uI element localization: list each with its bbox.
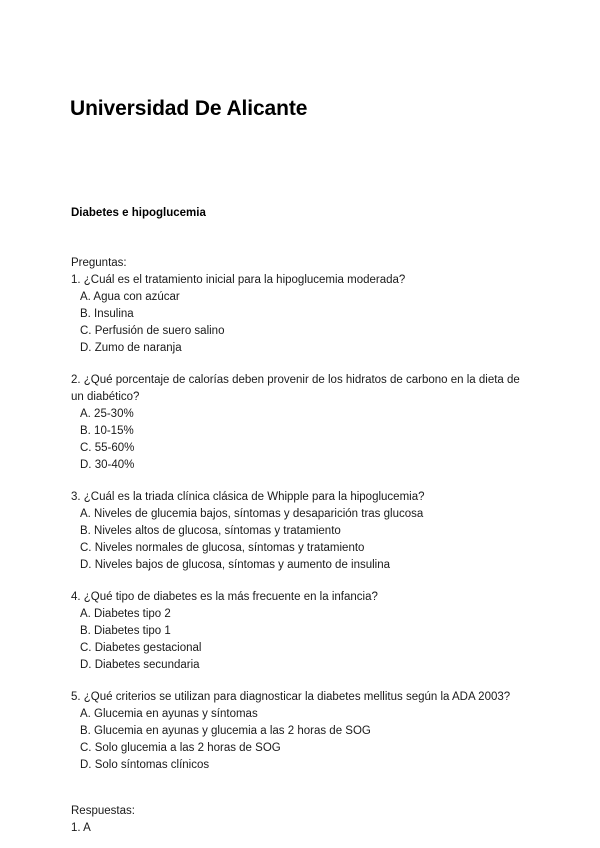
- question-item: [71, 589, 531, 674]
- question-option: D. Zumo de naranja: [80, 342, 182, 354]
- question-text: 5. ¿Qué criterios se utilizan para diagnosticar la diabetes mellitus según la ADA 2003?: [71, 691, 511, 703]
- question-option: C. 55-60%: [80, 442, 135, 454]
- document-body: [71, 255, 531, 837]
- question-option: A. Diabetes tipo 2: [80, 608, 171, 620]
- question-text: 4. ¿Qué tipo de diabetes es la más frecuente en la infancia?: [71, 591, 378, 603]
- questions-label: Preguntas:: [71, 257, 127, 269]
- question-option: D. Diabetes secundaria: [80, 659, 200, 671]
- question-option: C. Diabetes gestacional: [80, 642, 202, 654]
- question-text: 3. ¿Cuál es la triada clínica clásica de Whipple para la hipoglucemia?: [71, 491, 425, 503]
- question-item: [71, 689, 531, 774]
- question-option: B. Glucemia en ayunas y glucemia a las 2 horas de SOG: [80, 725, 371, 737]
- question-text: 2. ¿Qué porcentaje de calorías deben provenir de los hidratos de carbono en la dieta de un diabético?: [71, 374, 520, 403]
- answer-item: 1. A: [71, 822, 91, 834]
- page-title: Universidad De Alicante: [70, 97, 308, 121]
- question-option: D. Solo síntomas clínicos: [80, 759, 210, 771]
- question-option: B. Niveles altos de glucosa, síntomas y tratamiento: [80, 525, 341, 537]
- question-option: C. Perfusión de suero salino: [80, 325, 225, 337]
- question-item: [71, 372, 531, 474]
- question-item: [71, 489, 531, 574]
- question-option: D. 30-40%: [80, 459, 135, 471]
- section-heading: Diabetes e hipoglucemia: [71, 207, 206, 219]
- question-option: A. 25-30%: [80, 408, 134, 420]
- question-option: A. Agua con azúcar: [80, 291, 180, 303]
- question-option: B. Insulina: [80, 308, 134, 320]
- question-option: C. Niveles normales de glucosa, síntomas y tratamiento: [80, 542, 365, 554]
- question-item: [71, 272, 531, 357]
- question-text: 1. ¿Cuál es el tratamiento inicial para la hipoglucemia moderada?: [71, 274, 406, 286]
- question-option: A. Glucemia en ayunas y síntomas: [80, 708, 258, 720]
- question-option: B. Diabetes tipo 1: [80, 625, 171, 637]
- question-option: D. Niveles bajos de glucosa, síntomas y aumento de insulina: [80, 559, 391, 571]
- question-option: A. Niveles de glucemia bajos, síntomas y desaparición tras glucosa: [80, 508, 424, 520]
- question-option: C. Solo glucemia a las 2 horas de SOG: [80, 742, 281, 754]
- question-option: B. 10-15%: [80, 425, 134, 437]
- answers-label: Respuestas:: [71, 805, 135, 817]
- answers-section: [71, 803, 531, 837]
